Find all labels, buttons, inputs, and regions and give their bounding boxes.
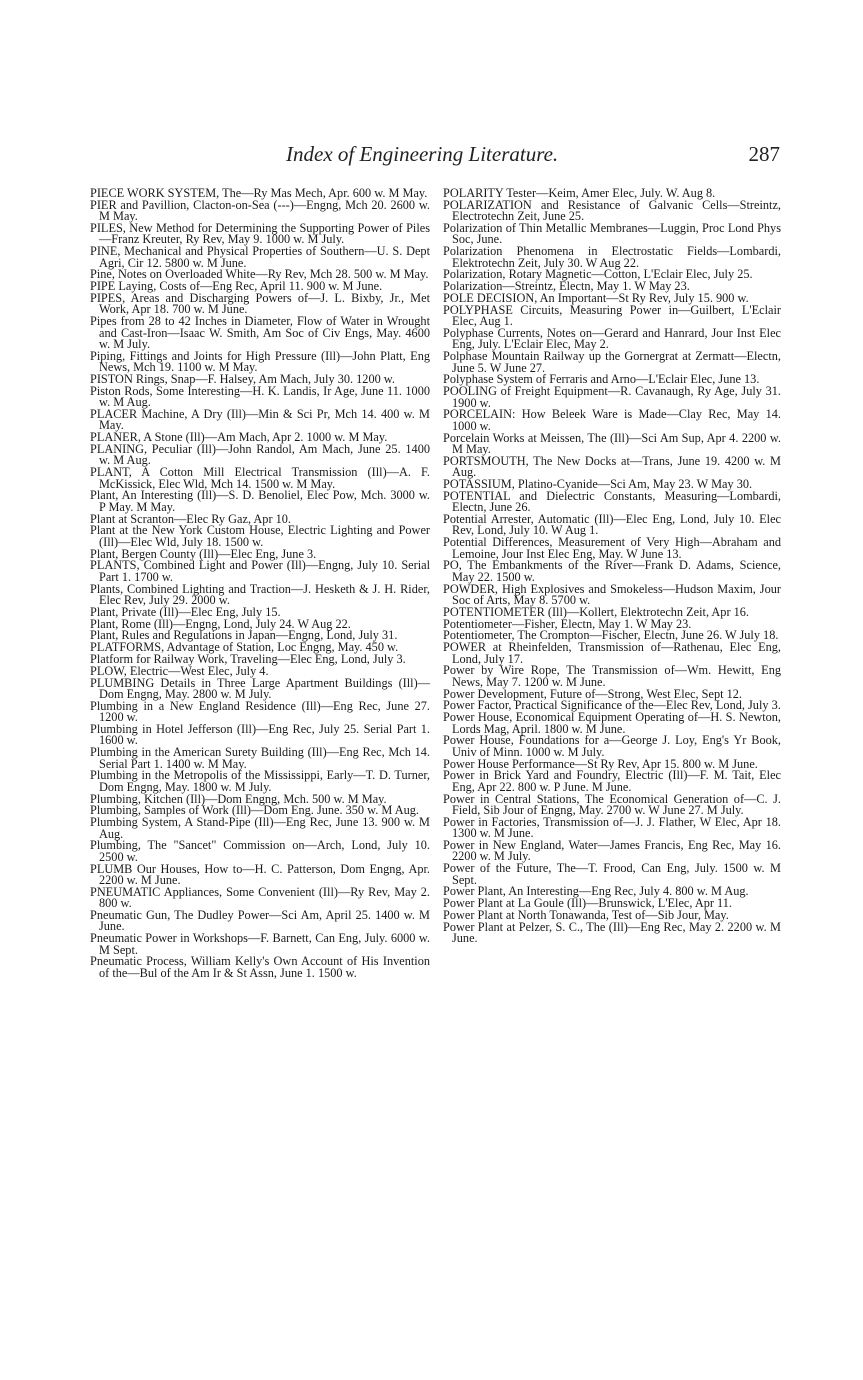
index-entry: PINE, Mechanical and Physical Properties of Southern—U. S. Dept Agri, Cir 12. 5800 w. M June. bbox=[90, 244, 430, 270]
index-entry: Plumbing in Hotel Jefferson (Ill)—Eng Rec, July 25. Serial Part 1. 1600 w. bbox=[90, 722, 430, 748]
running-title: Index of Engineering Literature. bbox=[286, 142, 559, 166]
index-entry: POLARIZATION and Resistance of Galvanic Cells—Streintz, Electrotechn Zeit, June 25. bbox=[443, 197, 781, 224]
index-entry: Polyphase Currents, Notes on—Gerard and Hanrard, Jour Inst Elec Eng, July. L'Eclair Elec, May 2. bbox=[443, 326, 781, 352]
index-entry: Plumbing in a New England Residence (Ill)—Eng Rec, June 27. 1200 w. bbox=[90, 698, 430, 725]
index-entry: Potentiometer—Fisher, Electn, May 1. W May 23. bbox=[443, 616, 692, 631]
index-entry: PIER and Pavillion, Clacton-on-Sea (---)—Engng, Mch 20. 2600 w. M May. bbox=[90, 197, 430, 224]
index-entry: Pneumatic Process, William Kelly's Own Account of His Invention of the—Bul of the Am Ir & St Assn, June 1. 1500 w. bbox=[90, 954, 430, 980]
index-entry: PLUMBING Details in Three Large Apartment Buildings (Ill)—Dom Engng, May. 2800 w. M July. bbox=[90, 675, 430, 702]
index-entry: Plumbing, The "Sancet" Commission on—Arch, Lond, July 10. 2500 w. bbox=[90, 838, 430, 864]
index-entry: Potential Arrester, Automatic (Ill)—Elec Eng, Lond, July 10. Elec Rev, Lond, July 10. W Aug 1. bbox=[443, 512, 781, 538]
index-entry: Potential Differences, Measurement of Very High—Abraham and Lemoine, Jour Inst Elec Eng, May. W June 13. bbox=[443, 535, 781, 561]
index-entry: Potentiometer, The Crompton—Fischer, Electn, June 26. W July 18. bbox=[443, 628, 779, 643]
index-entry: Pine, Notes on Overloaded White—Ry Rev, Mch 28. 500 w. M May. bbox=[90, 267, 429, 282]
index-entry: Plant at Scranton—Elec Ry Gaz, Apr 10. bbox=[90, 511, 291, 526]
index-entry: PLACER Machine, A Dry (Ill)—Min & Sci Pr, Mch 14. 400 w. M May. bbox=[90, 407, 430, 433]
index-entry: Plumbing in the American Surety Building (Ill)—Eng Rec, Mch 14. Serial Part 1. 1400 w. M May. bbox=[90, 745, 430, 771]
index-entry: Power Plant at La Goule (Ill)—Brunswick, L'Elec, Apr 11. bbox=[443, 896, 732, 911]
index-entry: POLARITY Tester—Keim, Amer Elec, July. W. Aug 8. bbox=[443, 186, 716, 200]
index-entry: Power of the Future, The—T. Frood, Can Eng, July. 1500 w. M Sept. bbox=[443, 861, 781, 887]
index-entry: PLANING, Peculiar (Ill)—John Randol, Am Mach, June 25. 1400 w. M Aug. bbox=[90, 442, 430, 468]
index-entry: Plant, Rules and Regulations in Japan—Engng, Lond, July 31. bbox=[90, 628, 398, 643]
index-entry: POLE DECISION, An Important—St Ry Rev, July 15. 900 w. bbox=[443, 291, 749, 305]
index-entry: Power Plant at Pelzer, S. C., The (Ill)—Eng Rec, May 2. 2200 w. M June. bbox=[443, 919, 781, 946]
index-entry: Pneumatic Gun, The Dudley Power—Sci Am, April 25. 1400 w. M June. bbox=[90, 908, 430, 934]
index-entry: POOLING of Freight Equipment—R. Cavanaugh, Ry Age, July 31. 1900 w. bbox=[443, 384, 781, 410]
index-entry: PLUMB Our Houses, How to—H. C. Patterson, Dom Engng, Apr. 2200 w. M June. bbox=[90, 861, 430, 888]
index-entry: Pneumatic Power in Workshops—F. Barnett, Can Eng, July. 6000 w. M Sept. bbox=[90, 931, 430, 957]
index-entry: POWDER, High Explosives and Smokeless—Hudson Maxim, Jour Soc of Arts, May 8. 5700 w. bbox=[443, 581, 781, 608]
index-entry: PLANTS, Combined Light and Power (Ill)—Engng, July 10. Serial Part 1. 1700 w. bbox=[90, 558, 430, 584]
index-entry: Plant, An Interesting (Ill)—S. D. Benoliel, Elec Pow, Mch. 3000 w. P May. M May. bbox=[90, 488, 430, 514]
index-entry: Polarization—Streintz, Electn, May 1. W May 23. bbox=[443, 279, 690, 294]
index-entry: Polphase Mountain Railway up the Gornergrat at Zermatt—Electn, June 5. W June 27. bbox=[443, 349, 781, 375]
index-entry: Plumbing, Samples of Work (Ill)—Dom Eng. June. 350 w. M Aug. bbox=[90, 803, 419, 818]
index-entry: Piston Rods, Some Interesting—H. K. Landis, Ir Age, June 11. 1000 w. M Aug. bbox=[90, 383, 430, 410]
index-entry: PORCELAIN: How Beleek Ware is Made—Clay Rec, May 14. 1000 w. bbox=[443, 407, 781, 433]
page-header bbox=[90, 142, 780, 168]
index-entry: Power Plant, An Interesting—Eng Rec, July 4. 800 w. M Aug. bbox=[443, 884, 749, 899]
index-entry: Power in Factories, Transmission of—J. J. Flather, W Elec, Apr 18. 1300 w. M June. bbox=[443, 814, 781, 841]
index-entry: Plant, Bergen County (Ill)—Elec Eng, June 3. bbox=[90, 546, 317, 561]
index-entry: Polyphase System of Ferraris and Arno—L'Eclair Elec, June 13. bbox=[443, 372, 760, 387]
page-number: 287 bbox=[748, 142, 780, 166]
index-entry: POLYPHASE Circuits, Measuring Power in—Guilbert, L'Eclair Elec, Aug 1. bbox=[443, 302, 781, 329]
index-entry: PISTON Rings, Snap—F. Halsey, Am Mach, July 30. 1200 w. bbox=[90, 372, 395, 387]
index-entry: PIPES, Areas and Discharging Powers of—J. L. Bixby, Jr., Met Work, Apr 18. 700 w. M June. bbox=[90, 291, 430, 317]
index-entry: Polarization of Thin Metallic Membranes—Luggin, Proc Lond Phys Soc, June. bbox=[443, 221, 781, 247]
index-entry: Power Factor, Practical Significance of the—Elec Rev, Lond, July 3. bbox=[443, 698, 781, 713]
index-entry: Platform for Railway Work, Traveling—Elec Eng, Lond, July 3. bbox=[90, 652, 406, 667]
index-entry: Piping, Fittings and Joints for High Pressure (Ill)—John Platt, Eng News, Mch 19. 1100 w. M May. bbox=[90, 348, 430, 375]
index-entry: Power in Brick Yard and Foundry, Electric (Ill)—F. M. Tait, Elec Eng, Apr 22. 800 w. P June. M June. bbox=[443, 768, 781, 794]
index-entry: Plumbing in the Metropolis of the Mississippi, Early—T. D. Turner, Dom Engng, May. 1800 w. M July. bbox=[90, 768, 430, 794]
index-entry: Power House Performance—St Ry Rev, Apr 15. 800 w. M June. bbox=[443, 756, 758, 771]
index-entry: Power Plant at North Tonawanda, Test of—Sib Jour, May. bbox=[443, 908, 729, 923]
index-entry: POTASSIUM, Platino-Cyanide—Sci Am, May 23. W May 30. bbox=[443, 477, 753, 492]
index-entry: PILES, New Method for Determining the Supporting Power of Piles—Franz Kreuter, Ry Rev, May 9. 1000 w. M July. bbox=[90, 221, 430, 247]
index-entry: Plant, Private (Ill)—Elec Eng, July 15. bbox=[90, 604, 281, 619]
index-entry: PORTSMOUTH, The New Docks at—Trans, June 19. 4200 w. M Aug. bbox=[443, 453, 781, 480]
index-entry: Plumbing, Kitchen (Ill)—Dom Engng, Mch. 500 w. M May. bbox=[90, 791, 387, 806]
index-entry: POTENTIOMETER (Ill)—Kollert, Elektrotechn Zeit, Apr 16. bbox=[443, 604, 749, 619]
index-entry: Polarization Phenomena in Electrostatic Fields—Lombardi, Elektrotechn Zeit, July 30. W Aug 22. bbox=[443, 244, 781, 270]
index-entry: Power House, Economical Equipment Operating of—H. S. Newton, Lords Mag, April. 1800 w. M June. bbox=[443, 710, 781, 736]
index-entry: Power Development, Future of—Strong, West Elec, Sept 12. bbox=[443, 686, 742, 701]
index-entry: POTENTIAL and Dielectric Constants, Measuring—Lombardi, Electn, June 26. bbox=[443, 488, 781, 515]
index-entry: PLATFORMS, Advantage of Station, Loc Engng, May. 450 w. bbox=[90, 640, 399, 655]
index-entry: Plants, Combined Lighting and Traction—J. Hesketh & J. H. Rider, Elec Rev, July 29. 2000 w. bbox=[90, 581, 430, 608]
index-entry: PLOW, Electric—West Elec, July 4. bbox=[90, 663, 269, 678]
index-column-right bbox=[443, 188, 781, 945]
index-entry: PNEUMATIC Appliances, Some Convenient (Ill)—Ry Rev, May 2. 800 w. bbox=[90, 884, 430, 911]
index-entry: PO, The Embankments of the River—Frank D. Adams, Science, May 22. 1500 w. bbox=[443, 558, 781, 584]
index-entry: Power in Central Stations, The Economical Generation of—C. J. Field, Sib Jour of Engng, May. 2700 w. W June 27. M July. bbox=[443, 791, 781, 818]
index-entry: PIPE Laying, Costs of—Eng Rec, April 11. 900 w. M June. bbox=[90, 279, 383, 294]
index-entry: Power by Wire Rope, The Transmission of—Wm. Hewitt, Eng News, May 7. 1200 w. M June. bbox=[443, 663, 781, 689]
index-entry: PIECE WORK SYSTEM, The—Ry Mas Mech, Apr. 600 w. M May. bbox=[90, 186, 428, 200]
index-entry: Pipes from 28 to 42 Inches in Diameter, Flow of Water in Wrought and Cast-Iron—Isaac W. Smith, Am Soc of Civ Engs, May. 4600 w. M July. bbox=[90, 314, 430, 352]
index-entry: Plumbing System, A Stand-Pipe (Ill)—Eng Rec, June 13. 900 w. M Aug. bbox=[90, 815, 430, 841]
index-entry: Power House, Foundations for a—George J. Loy, Eng's Yr Book, Univ of Minn. 1000 w. M July. bbox=[443, 733, 781, 759]
index-entry: Power in New England, Water—James Francis, Eng Rec, May 16. 2200 w. M July. bbox=[443, 838, 781, 864]
index-column-left bbox=[90, 188, 430, 980]
index-entry: Polarization, Rotary Magnetic—Cotton, L'Eclair Elec, July 25. bbox=[443, 267, 753, 282]
index-entry: Plant, Rome (Ill)—Engng, Lond, July 24. W Aug 22. bbox=[90, 616, 351, 631]
index-entry: Porcelain Works at Meissen, The (Ill)—Sci Am Sup, Apr 4. 2200 w. M May. bbox=[443, 430, 781, 457]
index-entry: PLANER, A Stone (Ill)—Am Mach, Apr 2. 1000 w. M May. bbox=[90, 430, 388, 445]
index-entry: PLANT, A Cotton Mill Electrical Transmission (Ill)—A. F. McKissick, Elec Wld, Mch 14. 1500 w. M May. bbox=[90, 465, 430, 491]
index-entry: Plant at the New York Custom House, Electric Lighting and Power (Ill)—Elec Wld, July 18. 1500 w. bbox=[90, 523, 430, 549]
index-entry: POWER at Rheinfelden, Transmission of—Rathenau, Elec Eng, Lond, July 17. bbox=[443, 640, 781, 666]
